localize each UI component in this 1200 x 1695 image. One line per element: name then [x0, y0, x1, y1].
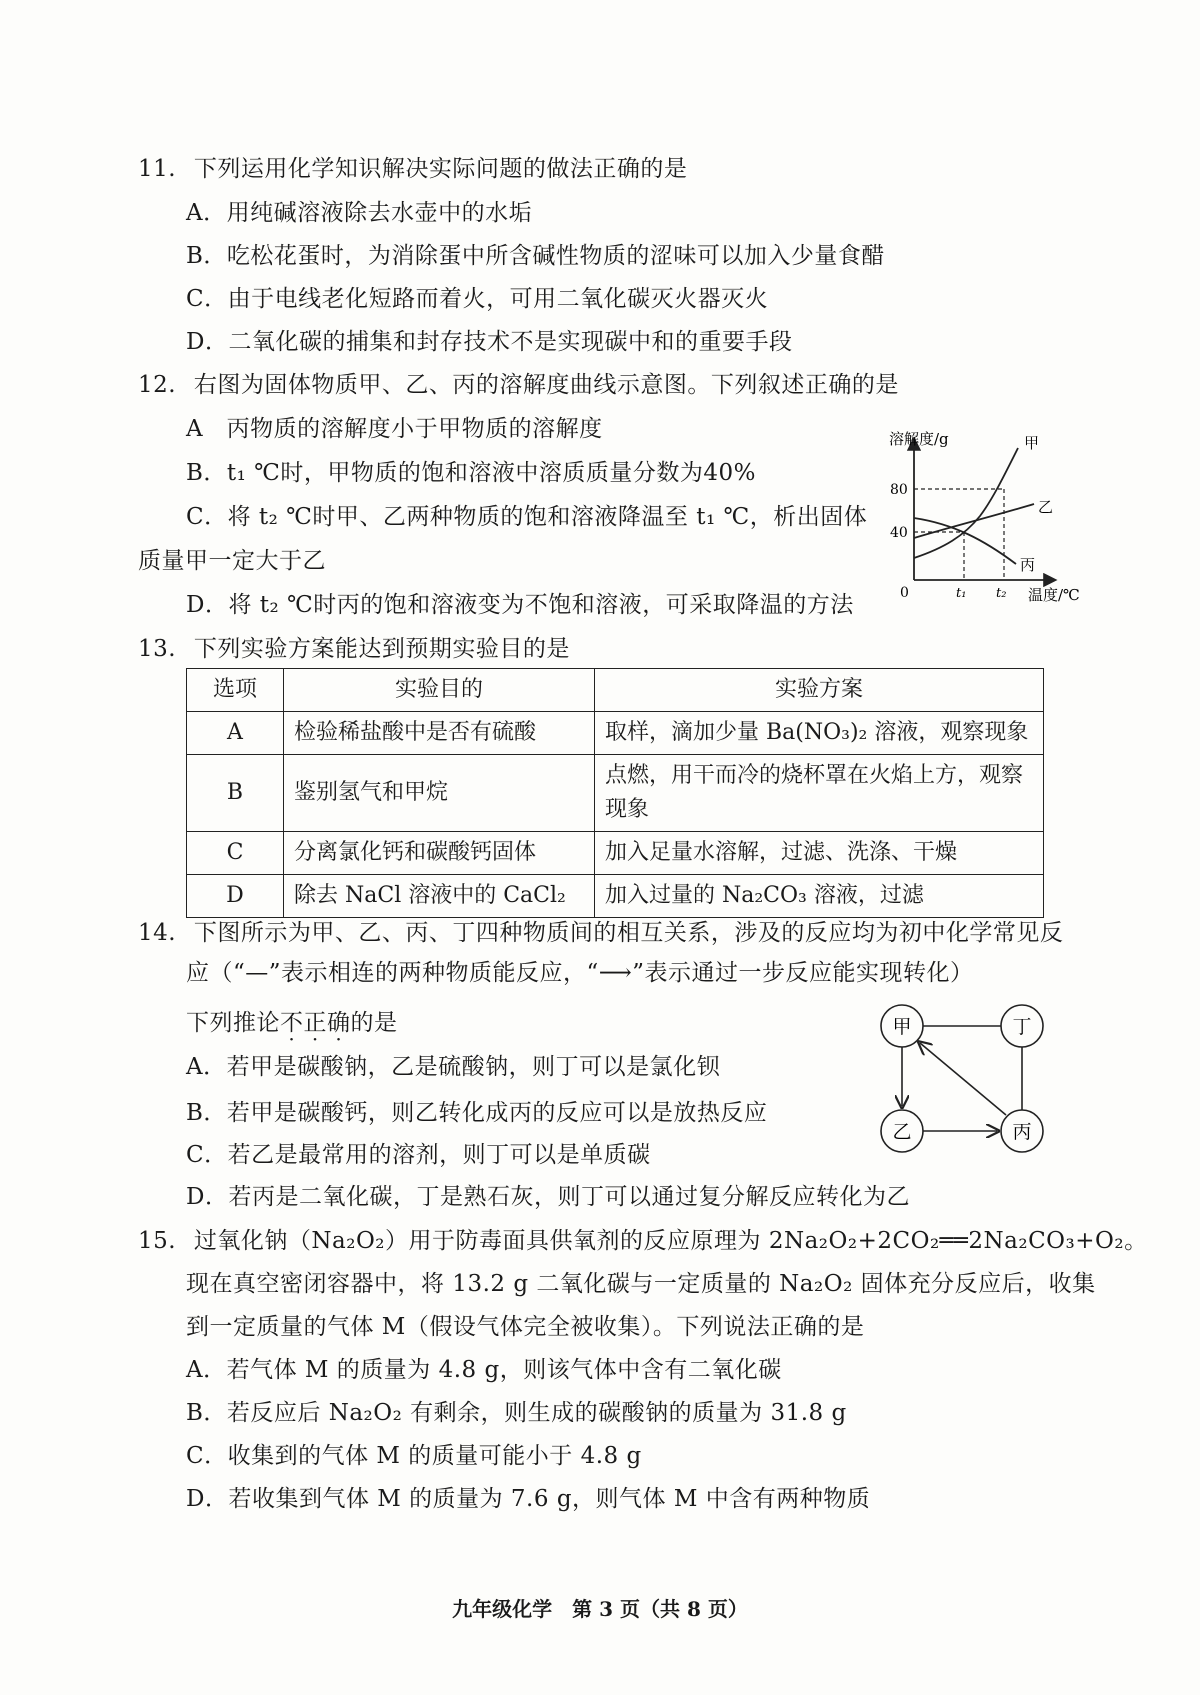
- q13-number: 13.: [138, 636, 177, 662]
- table-header-option: 选项: [187, 669, 284, 712]
- q15-stem-line3: 到一定质量的气体 M（假设气体完全被收集）。下列说法正确的是: [186, 1314, 865, 1340]
- relation-diagram: [876, 1000, 1056, 1160]
- table-cell: 检验稀盐酸中是否有硫酸: [284, 712, 595, 755]
- table-cell: 加入足量水溶解，过滤、洗涤、干燥: [595, 832, 1044, 875]
- curve-bing: [914, 518, 1016, 564]
- table-row: [187, 712, 1044, 755]
- curve-label-yi: 乙: [1038, 498, 1054, 516]
- q14-stem-line3: [186, 1004, 398, 1037]
- q15-number: 15.: [138, 1228, 177, 1254]
- node-label-ding: 丁: [1012, 1016, 1032, 1038]
- q15-option-c: C．收集到的气体 M 的质量可能小于 4.8 g: [186, 1443, 642, 1469]
- q14-emph-3: 确: [327, 1010, 351, 1036]
- table-row: [187, 755, 1044, 832]
- table-cell: 点燃，用干而冷的烧杯罩在火焰上方，观察现象: [595, 755, 1044, 832]
- node-label-yi: 乙: [892, 1121, 912, 1143]
- table-cell: 加入过量的 Na₂CO₃ 溶液，过滤: [595, 875, 1044, 918]
- chart-origin: 0: [900, 585, 909, 601]
- q12-stem: [138, 366, 899, 399]
- chart-y-label: 溶解度/g: [889, 430, 949, 448]
- q11-option-d: D．二氧化碳的捕集和封存技术不是实现碳中和的重要手段: [186, 329, 793, 355]
- q14-emph-1: 不: [280, 1010, 304, 1036]
- q14-emph-2: 正: [303, 1010, 327, 1036]
- curve-label-jia: 甲: [1024, 434, 1040, 452]
- solubility-chart: [884, 430, 1094, 610]
- chart-x-label: 温度/℃: [1028, 586, 1080, 604]
- q14-option-a: A．若甲是碳酸钠，乙是硫酸钠，则丁可以是氯化钡: [186, 1054, 721, 1080]
- chart-ytick-40: 40: [890, 525, 908, 541]
- q12-stem-text: 右图为固体物质甲、乙、丙的溶解度曲线示意图。下列叙述正确的是: [193, 372, 899, 398]
- q14-stem-line2: 应（“—”表示相连的两种物质能反应，“⟶”表示通过一步反应能实现转化）: [186, 960, 974, 986]
- q14-stem3-pre: 下列推论: [186, 1010, 280, 1036]
- curve-label-bing: 丙: [1020, 556, 1036, 574]
- q12-number: 12.: [138, 372, 177, 398]
- q11-number: 11.: [138, 156, 177, 182]
- q14-stem-line1: [138, 914, 1063, 947]
- q11-stem: [138, 150, 687, 183]
- q13-table: [186, 668, 1044, 918]
- q13-stem: [138, 630, 570, 663]
- table-row: [187, 875, 1044, 918]
- q14-number: 14.: [138, 920, 177, 946]
- chart-ytick-80: 80: [890, 482, 908, 498]
- q15-option-b: B．若反应后 Na₂O₂ 有剩余，则生成的碳酸钠的质量为 31.8 g: [186, 1400, 847, 1426]
- table-cell: 分离氯化钙和碳酸钙固体: [284, 832, 595, 875]
- q13-stem-text: 下列实验方案能达到预期实验目的是: [193, 636, 570, 662]
- q14-option-c: C．若乙是最常用的溶剂，则丁可以是单质碳: [186, 1142, 651, 1168]
- q14-option-b: B．若甲是碳酸钙，则乙转化成丙的反应可以是放热反应: [186, 1100, 768, 1126]
- table-header-purpose: 实验目的: [284, 669, 595, 712]
- node-label-jia: 甲: [892, 1016, 912, 1038]
- q15-option-a: A．若气体 M 的质量为 4.8 g，则该气体中含有二氧化碳: [186, 1357, 782, 1383]
- q15-line1: 过氧化钠（Na₂O₂）用于防毒面具供氧剂的反应原理为 2Na₂O₂+2CO₂══2Na₂CO₃+O₂。: [193, 1228, 1148, 1254]
- table-cell: 除去 NaCl 溶液中的 CaCl₂: [284, 875, 595, 918]
- table-cell: 取样，滴加少量 Ba(NO₃)₂ 溶液，观察现象: [595, 712, 1044, 755]
- q14-stem-text1: 下图所示为甲、乙、丙、丁四种物质间的相互关系，涉及的反应均为初中化学常见反: [193, 920, 1064, 946]
- q11-option-b: B．吃松花蛋时，为消除蛋中所含碱性物质的涩味可以加入少量食醋: [186, 243, 885, 269]
- table-cell: 鉴别氢气和甲烷: [284, 755, 595, 832]
- q15-stem-line2: 现在真空密闭容器中，将 13.2 g 二氧化碳与一定质量的 Na₂O₂ 固体充分反应后，收集: [186, 1271, 1096, 1297]
- q12-option-c: C．将 t₂ ℃时甲、乙两种物质的饱和溶液降温至 t₁ ℃，析出固体: [186, 504, 868, 530]
- chart-xtick-t1: t₁: [956, 586, 967, 601]
- chart-xtick-t2: t₂: [996, 586, 1007, 601]
- q12-option-a: A 丙物质的溶解度小于甲物质的溶解度: [186, 416, 603, 442]
- q11-option-a: A．用纯碱溶液除去水壶中的水垢: [186, 200, 533, 226]
- q15-stem-line1: [138, 1222, 1148, 1255]
- q12-option-b: B．t₁ ℃时，甲物质的饱和溶液中溶质质量分数为40%: [186, 460, 757, 486]
- q14-option-d: D．若丙是二氧化碳，丁是熟石灰，则丁可以通过复分解反应转化为乙: [186, 1184, 910, 1210]
- table-cell: B: [187, 755, 284, 832]
- q14-stem3-post: 的是: [350, 1010, 398, 1036]
- node-label-bing: 丙: [1012, 1121, 1032, 1143]
- page-footer: 九年级化学 第 3 页（共 8 页）: [452, 1597, 748, 1621]
- table-row: [187, 832, 1044, 875]
- edge-bing-jia: [920, 1043, 1006, 1115]
- table-header-plan: 实验方案: [595, 669, 1044, 712]
- q12-option-d: D．将 t₂ ℃时丙的饱和溶液变为不饱和溶液，可采取降温的方法: [186, 592, 854, 618]
- table-cell: C: [187, 832, 284, 875]
- q12-option-c-cont: 质量甲一定大于乙: [138, 548, 326, 574]
- table-cell: D: [187, 875, 284, 918]
- table-header-row: [187, 669, 1044, 712]
- table-cell: A: [187, 712, 284, 755]
- q15-option-d: D．若收集到气体 M 的质量为 7.6 g，则气体 M 中含有两种物质: [186, 1486, 871, 1512]
- q11-option-c: C．由于电线老化短路而着火，可用二氧化碳灭火器灭火: [186, 286, 769, 312]
- curve-jia: [914, 448, 1018, 558]
- q11-stem-text: 下列运用化学知识解决实际问题的做法正确的是: [193, 156, 688, 182]
